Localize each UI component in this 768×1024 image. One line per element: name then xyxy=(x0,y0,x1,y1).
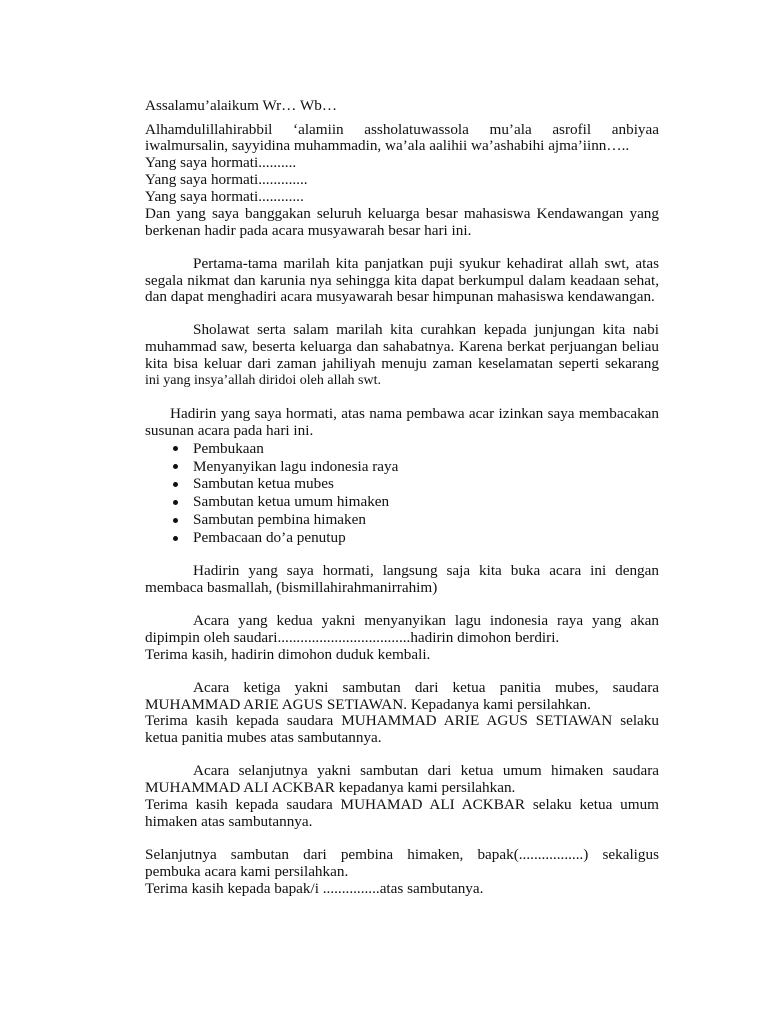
blank-line xyxy=(145,664,659,680)
bullet-icon xyxy=(173,536,178,541)
sholawat-paragraph xyxy=(145,322,659,389)
text-line: ini yang insya’allah diridoi oleh allah swt. xyxy=(145,372,382,388)
document-body xyxy=(145,98,659,898)
text-line: Terima kasih kepada bapak/i ...............atas sambutanya. xyxy=(145,880,484,897)
text-line: Alhamdulillahirabbil ‘alamiin assholatuwassola mu’ala asrofil anbiyaa xyxy=(145,121,659,138)
text-line: kita bisa keluar dari zaman jahiliyah menuju zaman keselamatan seperti sekarang xyxy=(145,356,659,373)
text-line: Acara ketiga yakni sambutan dari ketua panitia mubes, saudara xyxy=(193,679,659,696)
blank-line xyxy=(145,390,659,406)
text-line: Hadirin yang saya hormati, atas nama pembawa acar izinkan saya membacakan xyxy=(170,405,659,422)
anthem-paragraph xyxy=(145,613,659,664)
bullet-icon xyxy=(173,482,178,487)
text-line: MUHAMMAD ARIE AGUS SETIAWAN. Kepadanya kami persilahkan. xyxy=(145,696,591,713)
agenda-item xyxy=(145,440,659,458)
agenda-item-label: Pembacaan do’a penutup xyxy=(193,529,346,547)
bullet-icon xyxy=(173,500,178,505)
agenda-item xyxy=(145,475,659,493)
text-line: membaca basmallah, (bismillahirahmanirrahim) xyxy=(145,580,438,597)
agenda-item xyxy=(145,511,659,529)
text-line: Terima kasih, hadirin dimohon duduk kembali. xyxy=(145,646,431,663)
blank-line xyxy=(145,831,659,847)
salutation-line: Yang saya hormati............ xyxy=(145,188,304,205)
text-line: Acara yang kedua yakni menyanyikan lagu indonesia raya yang akan xyxy=(193,613,659,630)
agenda-item-label: Sambutan ketua umum himaken xyxy=(193,493,390,511)
blank-line xyxy=(145,547,659,563)
text-line: ketua panitia mubes atas sambutannya. xyxy=(145,730,382,747)
committee-speech-paragraph xyxy=(145,680,659,747)
text-line: dipimpin oleh saudari...................................hadirin dimohon berdiri. xyxy=(145,629,560,646)
bullet-icon xyxy=(173,446,178,451)
text-line: susunan acara pada hari ini. xyxy=(145,422,314,439)
gratitude-paragraph xyxy=(145,256,659,307)
blank-line xyxy=(145,239,659,255)
text-line: berkenan hadir pada acara musyawarah besar hari ini. xyxy=(145,222,472,239)
greeting: Assalamu’alaikum Wr… Wb… xyxy=(145,97,338,114)
agenda-item-label: Sambutan pembina himaken xyxy=(193,511,366,529)
text-line: Terima kasih kepada saudara MUHAMMAD ARIE AGUS SETIAWAN selaku xyxy=(145,713,659,730)
salutation-line: Yang saya hormati.......... xyxy=(145,155,297,172)
text-line: Acara selanjutnya yakni sambutan dari ketua umum himaken saudara xyxy=(193,763,659,780)
opening-paragraph xyxy=(145,563,659,597)
blank-line xyxy=(145,306,659,322)
text-line: himaken atas sambutannya. xyxy=(145,813,313,830)
agenda-item xyxy=(145,529,659,547)
text-line: pembuka acara kami persilahkan. xyxy=(145,863,349,880)
agenda-list xyxy=(145,440,659,547)
text-line: segala nikmat dan karunia nya sehingga kita dapat berkumpul dalam keadaan sehat, xyxy=(145,272,659,289)
agenda-item xyxy=(145,493,659,511)
salutations xyxy=(145,155,659,206)
agenda-item-label: Menyanyikan lagu indonesia raya xyxy=(193,457,399,475)
blank-line xyxy=(145,597,659,613)
opening-prayer xyxy=(145,122,659,156)
chairman-speech-paragraph xyxy=(145,763,659,830)
text-line: muhammad saw, beserta keluarga dan sahabatnya. Karena berkat perjuangan beliau xyxy=(145,339,659,356)
bullet-icon xyxy=(173,518,178,523)
salutation-line: Yang saya hormati............. xyxy=(145,172,308,189)
text-line: Selanjutnya sambutan dari pembina himaken, bapak(.................) sekaligus xyxy=(145,846,659,863)
text-line: Hadirin yang saya hormati, langsung saja kita buka acara ini dengan xyxy=(193,563,659,580)
text-line: Terima kasih kepada saudara MUHAMAD ALI ACKBAR selaku ketua umum xyxy=(145,797,659,814)
agenda-item-label: Pembukaan xyxy=(193,439,264,457)
agenda-item xyxy=(145,458,659,476)
bullet-icon xyxy=(173,464,178,469)
patron-speech-paragraph xyxy=(145,847,659,898)
agenda-item-label: Sambutan ketua mubes xyxy=(193,475,334,493)
text-line: Pertama-tama marilah kita panjatkan puji syukur kehadirat allah swt, atas xyxy=(193,255,659,272)
text-line: iwalmursalin, sayyidina muhammadin, wa’ala aalihii wa’ashabihi ajma’iinn….. xyxy=(145,138,630,155)
text-line: Dan yang saya banggakan seluruh keluarga besar mahasiswa Kendawangan yang xyxy=(145,205,659,222)
welcome-paragraph xyxy=(145,206,659,240)
text-line: dan dapat menghadiri acara musyawarah besar himpunan mahasiswa kendawangan. xyxy=(145,289,655,306)
text-line: MUHAMMAD ALI ACKBAR kepadanya kami persilahkan. xyxy=(145,780,516,797)
blank-line xyxy=(145,747,659,763)
agenda-intro-paragraph xyxy=(145,406,659,440)
text-line: Sholawat serta salam marilah kita curahkan kepada junjungan kita nabi xyxy=(193,322,659,339)
